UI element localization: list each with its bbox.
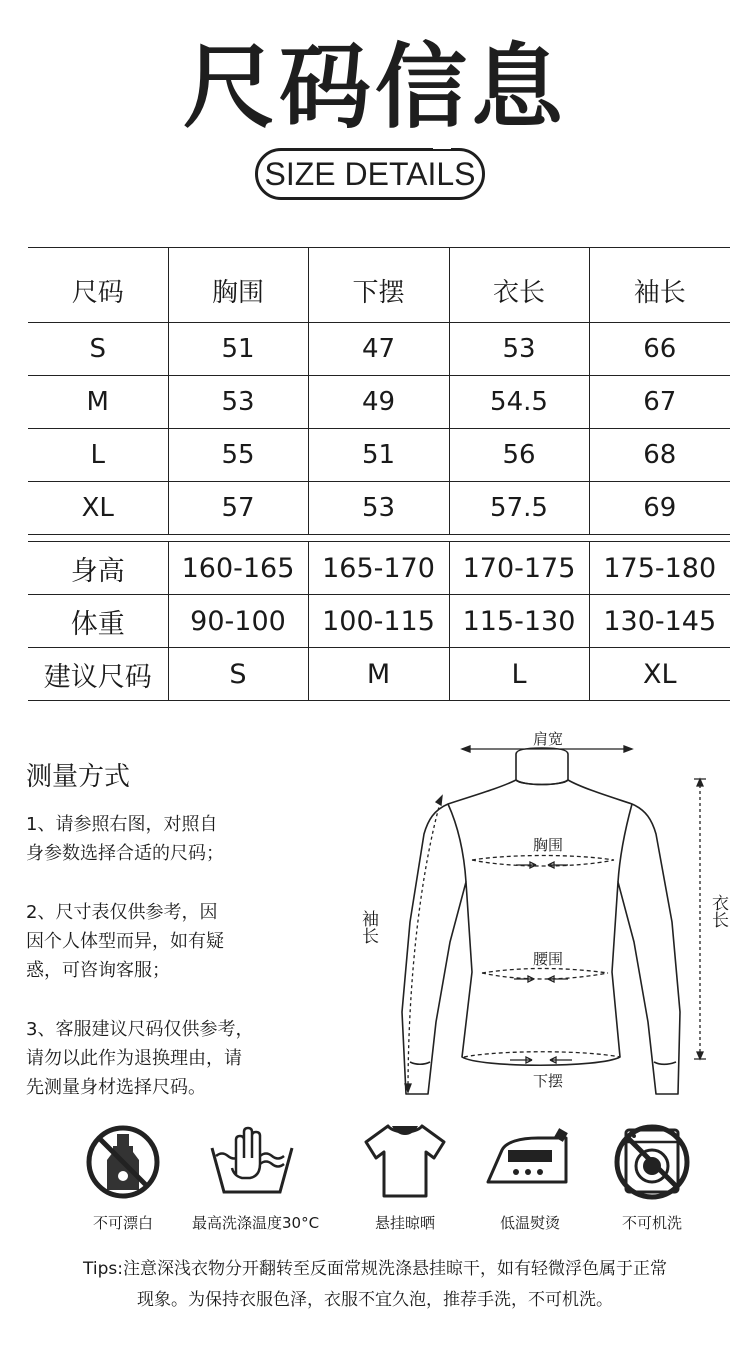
hem-label: 下摆: [532, 1072, 564, 1090]
note-line: 因个人体型而异，如有疑: [26, 931, 224, 952]
table-cell: M: [28, 376, 168, 429]
note-line: 1、请参照右图，对照自: [26, 814, 218, 835]
hem-arrows: [510, 1057, 572, 1063]
right-cuff: [654, 1062, 676, 1064]
care-label: 不可漂白: [92, 1214, 153, 1232]
waist-line: [482, 969, 608, 974]
table-row: [28, 429, 730, 482]
no-machine-wash-icon: [612, 1120, 692, 1200]
care-label: 不可机洗: [621, 1214, 682, 1232]
table-cell: XL: [589, 648, 730, 701]
table-cell: 68: [589, 429, 730, 482]
table-cell: 69: [589, 482, 730, 535]
measure-guides: [405, 746, 706, 1092]
table-cell: 90-100: [168, 595, 308, 648]
measure-note-1: [26, 810, 326, 868]
hand-wash-icon: [202, 1120, 302, 1200]
measure-note-2: [26, 898, 326, 985]
low-iron-icon: [480, 1120, 580, 1200]
size-table-header: [28, 248, 730, 323]
tips-text: [20, 1254, 730, 1316]
table-cell: XL: [81, 493, 114, 523]
hang-dry-icon: [360, 1120, 450, 1200]
table-cell: 115-130: [449, 595, 589, 648]
table-cell: 47: [308, 323, 449, 376]
tips-line: Tips:注意深浅衣物分开翻转至反面常规洗涤悬挂晾干，如有轻微浮色属于正常: [83, 1259, 667, 1279]
left-cuff: [410, 1062, 430, 1064]
care-item-wash-temp: [192, 1120, 320, 1233]
table-cell: 建议尺码: [43, 661, 152, 693]
note-line: 2、尺寸表仅供参考，因: [26, 902, 218, 923]
table-cell: 165-170: [308, 542, 449, 595]
care-label: 悬挂晾晒: [374, 1214, 435, 1232]
table-cell: 57.5: [449, 482, 589, 535]
table-row: [28, 482, 730, 535]
table-cell: 57: [168, 482, 308, 535]
table-row: [28, 376, 730, 429]
care-item-hang-dry: [345, 1120, 465, 1233]
table-cell: 67: [589, 376, 730, 429]
table-cell: 53: [449, 323, 589, 376]
table-cell: L: [28, 429, 168, 482]
no-bleach-icon: [83, 1120, 163, 1200]
table-row: [28, 648, 730, 701]
table-cell: 54.5: [449, 376, 589, 429]
care-item-low-iron: [470, 1120, 590, 1233]
chest-arrows: [516, 862, 568, 868]
page-title: 尺码信息: [182, 34, 567, 141]
table-cell: 体重: [28, 595, 168, 648]
length-label: 衣长: [708, 894, 728, 928]
table-cell: 49: [308, 376, 449, 429]
header-cell: 衣长: [449, 248, 589, 323]
table-cell: 170-175: [449, 542, 589, 595]
note-line: 身参数选择合适的尺码；: [26, 843, 224, 864]
table-cell: S: [168, 648, 308, 701]
measure-title: 测量方式: [26, 762, 131, 792]
table-cell: 100-115: [308, 595, 449, 648]
table-cell: 175-180: [589, 542, 730, 595]
subtitle-notch: [433, 143, 451, 149]
chest-label: 胸围: [532, 836, 564, 854]
table-cell: 51: [168, 323, 308, 376]
hem-line: [464, 1052, 620, 1057]
table-row: [28, 595, 730, 648]
care-label: 低温熨烫: [499, 1214, 560, 1232]
measurement-diagram: [350, 722, 740, 1102]
note-line: 请勿以此作为退换理由，请: [26, 1048, 242, 1069]
sleeve-line: [408, 796, 442, 1092]
shirt-body: [402, 780, 680, 1094]
table-row: [28, 323, 730, 376]
subtitle-text: SIZE DETAILS: [264, 156, 476, 192]
chest-line: [472, 856, 614, 861]
table-cell: 56: [449, 429, 589, 482]
header-cell: 胸围: [168, 248, 308, 323]
header-cell: 尺码: [28, 248, 168, 323]
header-cell: 袖长: [589, 248, 730, 323]
table-row: [28, 542, 730, 595]
size-table: [28, 247, 730, 535]
shoulder-label: 肩宽: [532, 730, 564, 748]
tips-line: 现象。为保持衣服色泽，衣服不宜久泡，推荐手洗，不可机洗。: [137, 1290, 613, 1310]
table-cell: M: [308, 648, 449, 701]
care-item-no-bleach: [63, 1120, 183, 1233]
table-cell: L: [449, 648, 589, 701]
table-cell: 53: [308, 482, 449, 535]
table-cell: 160-165: [168, 542, 308, 595]
table-cell: 53: [168, 376, 308, 429]
note-line: 3、客服建议尺码仅供参考，: [26, 1019, 254, 1040]
size-recommend-table: [28, 541, 730, 701]
chest-line-back: [472, 860, 614, 866]
waist-line-back: [482, 973, 608, 979]
table-cell: 51: [308, 429, 449, 482]
table-cell: 55: [168, 429, 308, 482]
table-cell: S: [28, 323, 168, 376]
note-line: 先测量身材选择尺码。: [26, 1077, 206, 1098]
measure-note-3: [26, 1015, 326, 1102]
sleeve-label: 袖长: [358, 910, 378, 944]
shirt-armhole-left: [448, 804, 466, 882]
page-subtitle: [255, 148, 485, 200]
table-cell: 身高: [28, 542, 168, 595]
care-label: 最高洗涤温度30°C: [192, 1214, 320, 1232]
shirt-outline: [402, 748, 680, 1094]
waist-label: 腰围: [532, 950, 564, 968]
header-cell: 下摆: [308, 248, 449, 323]
shirt-collar: [516, 748, 568, 785]
care-item-no-machine-wash: [592, 1120, 712, 1233]
table-cell: 66: [589, 323, 730, 376]
note-line: 惑，可咨询客服；: [26, 960, 170, 981]
shirt-armhole-right: [618, 804, 632, 882]
table-cell: 130-145: [589, 595, 730, 648]
